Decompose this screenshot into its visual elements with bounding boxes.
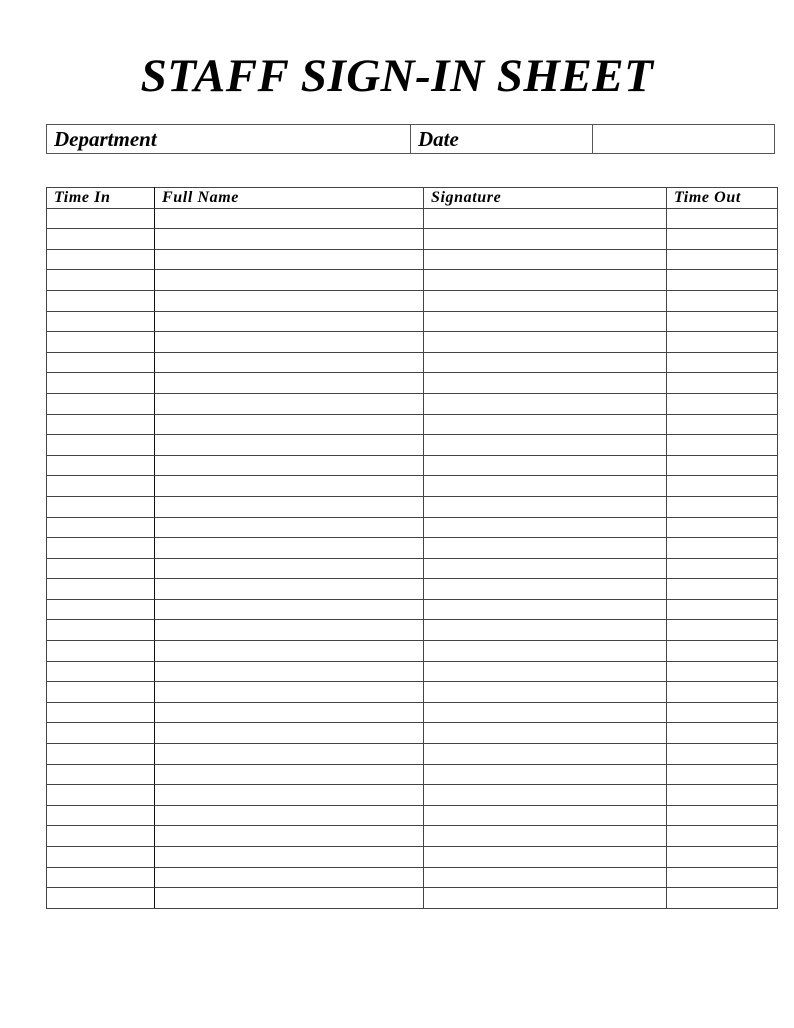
time-out-cell[interactable] [667, 476, 778, 497]
time-out-cell[interactable] [667, 393, 778, 414]
signature-cell[interactable] [424, 599, 667, 620]
table-row [47, 538, 778, 559]
signature-cell[interactable] [424, 249, 667, 270]
time-in-cell[interactable] [47, 744, 155, 765]
full-name-cell[interactable] [155, 332, 424, 353]
full-name-cell[interactable] [155, 579, 424, 600]
table-row [47, 805, 778, 826]
signature-cell[interactable] [424, 208, 667, 229]
table-row [47, 661, 778, 682]
full-name-cell[interactable] [155, 599, 424, 620]
time-out-cell[interactable] [667, 208, 778, 229]
info-bar [46, 124, 775, 154]
full-name-cell[interactable] [155, 558, 424, 579]
time-out-cell[interactable] [667, 435, 778, 456]
full-name-cell[interactable] [155, 785, 424, 806]
department-label: Department [54, 127, 157, 151]
time-out-cell[interactable] [667, 723, 778, 744]
full-name-cell[interactable] [155, 496, 424, 517]
time-out-cell[interactable] [667, 826, 778, 847]
time-out-cell[interactable] [667, 620, 778, 641]
time-out-cell[interactable] [667, 414, 778, 435]
signature-cell[interactable] [424, 352, 667, 373]
full-name-cell[interactable] [155, 435, 424, 456]
signature-cell[interactable] [424, 702, 667, 723]
signature-cell[interactable] [424, 641, 667, 662]
signature-cell[interactable] [424, 229, 667, 250]
time-in-cell[interactable] [47, 888, 155, 909]
full-name-cell[interactable] [155, 620, 424, 641]
signature-cell[interactable] [424, 888, 667, 909]
time-in-cell[interactable] [47, 435, 155, 456]
full-name-cell[interactable] [155, 311, 424, 332]
full-name-cell[interactable] [155, 476, 424, 497]
full-name-cell[interactable] [155, 373, 424, 394]
table-row [47, 249, 778, 270]
table-row [47, 373, 778, 394]
time-in-cell[interactable] [47, 373, 155, 394]
time-in-cell[interactable] [47, 393, 155, 414]
table-row [47, 702, 778, 723]
page-title: STAFF SIGN-IN SHEET [140, 50, 654, 102]
full-name-cell[interactable] [155, 723, 424, 744]
time-out-cell[interactable] [667, 270, 778, 291]
full-name-cell[interactable] [155, 249, 424, 270]
signature-cell[interactable] [424, 867, 667, 888]
time-out-cell[interactable] [667, 702, 778, 723]
table-row [47, 579, 778, 600]
table-row [47, 332, 778, 353]
signature-cell[interactable] [424, 332, 667, 353]
table-row [47, 270, 778, 291]
time-in-cell[interactable] [47, 826, 155, 847]
time-in-cell[interactable] [47, 270, 155, 291]
full-name-cell[interactable] [155, 661, 424, 682]
full-name-cell[interactable] [155, 682, 424, 703]
signature-cell[interactable] [424, 311, 667, 332]
time-in-cell[interactable] [47, 620, 155, 641]
time-out-cell[interactable] [667, 764, 778, 785]
full-name-cell[interactable] [155, 867, 424, 888]
table-row [47, 476, 778, 497]
time-out-cell[interactable] [667, 311, 778, 332]
time-in-cell[interactable] [47, 723, 155, 744]
table-row [47, 229, 778, 250]
table-row [47, 867, 778, 888]
table-row [47, 744, 778, 765]
time-out-cell[interactable] [667, 888, 778, 909]
time-out-cell[interactable] [667, 805, 778, 826]
full-name-cell[interactable] [155, 517, 424, 538]
full-name-cell[interactable] [155, 888, 424, 909]
header-time-in: Time In [47, 188, 155, 209]
table-row [47, 208, 778, 229]
signature-cell[interactable] [424, 435, 667, 456]
time-in-cell[interactable] [47, 229, 155, 250]
header-signature: Signature [424, 188, 667, 209]
time-out-cell[interactable] [667, 373, 778, 394]
time-in-cell[interactable] [47, 352, 155, 373]
table-row [47, 558, 778, 579]
time-in-cell[interactable] [47, 599, 155, 620]
signature-cell[interactable] [424, 805, 667, 826]
full-name-cell[interactable] [155, 290, 424, 311]
table-row [47, 517, 778, 538]
time-in-cell[interactable] [47, 538, 155, 559]
signature-cell[interactable] [424, 538, 667, 559]
time-in-cell[interactable] [47, 641, 155, 662]
table-row [47, 847, 778, 868]
signature-cell[interactable] [424, 517, 667, 538]
time-out-cell[interactable] [667, 538, 778, 559]
time-in-cell[interactable] [47, 290, 155, 311]
date-label-cell [411, 125, 593, 153]
table-body [47, 208, 778, 908]
time-out-cell[interactable] [667, 290, 778, 311]
date-label: Date [418, 127, 459, 151]
signature-cell[interactable] [424, 661, 667, 682]
signature-cell[interactable] [424, 270, 667, 291]
time-in-cell[interactable] [47, 702, 155, 723]
time-in-cell[interactable] [47, 785, 155, 806]
header-time-out: Time Out [667, 188, 778, 209]
signature-cell[interactable] [424, 847, 667, 868]
table-header-row [47, 188, 778, 209]
time-in-cell[interactable] [47, 579, 155, 600]
full-name-cell[interactable] [155, 538, 424, 559]
time-out-cell[interactable] [667, 599, 778, 620]
table-row [47, 641, 778, 662]
time-in-cell[interactable] [47, 332, 155, 353]
table-row [47, 414, 778, 435]
signature-cell[interactable] [424, 558, 667, 579]
time-in-cell[interactable] [47, 764, 155, 785]
table-row [47, 311, 778, 332]
signature-cell[interactable] [424, 826, 667, 847]
time-in-cell[interactable] [47, 414, 155, 435]
time-out-cell[interactable] [667, 352, 778, 373]
time-out-cell[interactable] [667, 641, 778, 662]
signature-cell[interactable] [424, 476, 667, 497]
full-name-cell[interactable] [155, 641, 424, 662]
time-in-cell[interactable] [47, 558, 155, 579]
signature-cell[interactable] [424, 723, 667, 744]
table-row [47, 393, 778, 414]
full-name-cell[interactable] [155, 826, 424, 847]
full-name-cell[interactable] [155, 805, 424, 826]
full-name-cell[interactable] [155, 270, 424, 291]
full-name-cell[interactable] [155, 702, 424, 723]
time-out-cell[interactable] [667, 229, 778, 250]
time-out-cell[interactable] [667, 661, 778, 682]
header-full-name: Full Name [155, 188, 424, 209]
table-row [47, 455, 778, 476]
table-row [47, 785, 778, 806]
signature-cell[interactable] [424, 496, 667, 517]
table-row [47, 888, 778, 909]
full-name-cell[interactable] [155, 744, 424, 765]
time-out-cell[interactable] [667, 744, 778, 765]
time-out-cell[interactable] [667, 496, 778, 517]
table-row [47, 723, 778, 744]
time-out-cell[interactable] [667, 455, 778, 476]
time-in-cell[interactable] [47, 311, 155, 332]
full-name-cell[interactable] [155, 229, 424, 250]
full-name-cell[interactable] [155, 847, 424, 868]
time-in-cell[interactable] [47, 208, 155, 229]
time-out-cell[interactable] [667, 579, 778, 600]
time-out-cell[interactable] [667, 867, 778, 888]
time-out-cell[interactable] [667, 249, 778, 270]
time-in-cell[interactable] [47, 682, 155, 703]
signature-cell[interactable] [424, 764, 667, 785]
date-field[interactable] [593, 125, 774, 153]
time-out-cell[interactable] [667, 332, 778, 353]
table-row [47, 620, 778, 641]
signature-cell[interactable] [424, 290, 667, 311]
full-name-cell[interactable] [155, 393, 424, 414]
signature-cell[interactable] [424, 414, 667, 435]
signature-cell[interactable] [424, 744, 667, 765]
signature-cell[interactable] [424, 393, 667, 414]
time-out-cell[interactable] [667, 517, 778, 538]
time-in-cell[interactable] [47, 496, 155, 517]
table-row [47, 826, 778, 847]
table-row [47, 352, 778, 373]
full-name-cell[interactable] [155, 455, 424, 476]
full-name-cell[interactable] [155, 414, 424, 435]
table-row [47, 435, 778, 456]
table-row [47, 599, 778, 620]
table-row [47, 496, 778, 517]
full-name-cell[interactable] [155, 208, 424, 229]
signature-cell[interactable] [424, 373, 667, 394]
full-name-cell[interactable] [155, 764, 424, 785]
time-in-cell[interactable] [47, 847, 155, 868]
time-in-cell[interactable] [47, 455, 155, 476]
time-in-cell[interactable] [47, 476, 155, 497]
time-in-cell[interactable] [47, 805, 155, 826]
table-row [47, 290, 778, 311]
table-row [47, 764, 778, 785]
time-out-cell[interactable] [667, 682, 778, 703]
time-out-cell[interactable] [667, 847, 778, 868]
signature-cell[interactable] [424, 785, 667, 806]
signature-cell[interactable] [424, 620, 667, 641]
time-in-cell[interactable] [47, 661, 155, 682]
sign-in-table [46, 187, 778, 909]
time-out-cell[interactable] [667, 558, 778, 579]
signature-cell[interactable] [424, 455, 667, 476]
time-in-cell[interactable] [47, 517, 155, 538]
time-in-cell[interactable] [47, 249, 155, 270]
table-row [47, 682, 778, 703]
full-name-cell[interactable] [155, 352, 424, 373]
department-field[interactable] [47, 125, 411, 153]
time-out-cell[interactable] [667, 785, 778, 806]
signature-cell[interactable] [424, 579, 667, 600]
time-in-cell[interactable] [47, 867, 155, 888]
signature-cell[interactable] [424, 682, 667, 703]
